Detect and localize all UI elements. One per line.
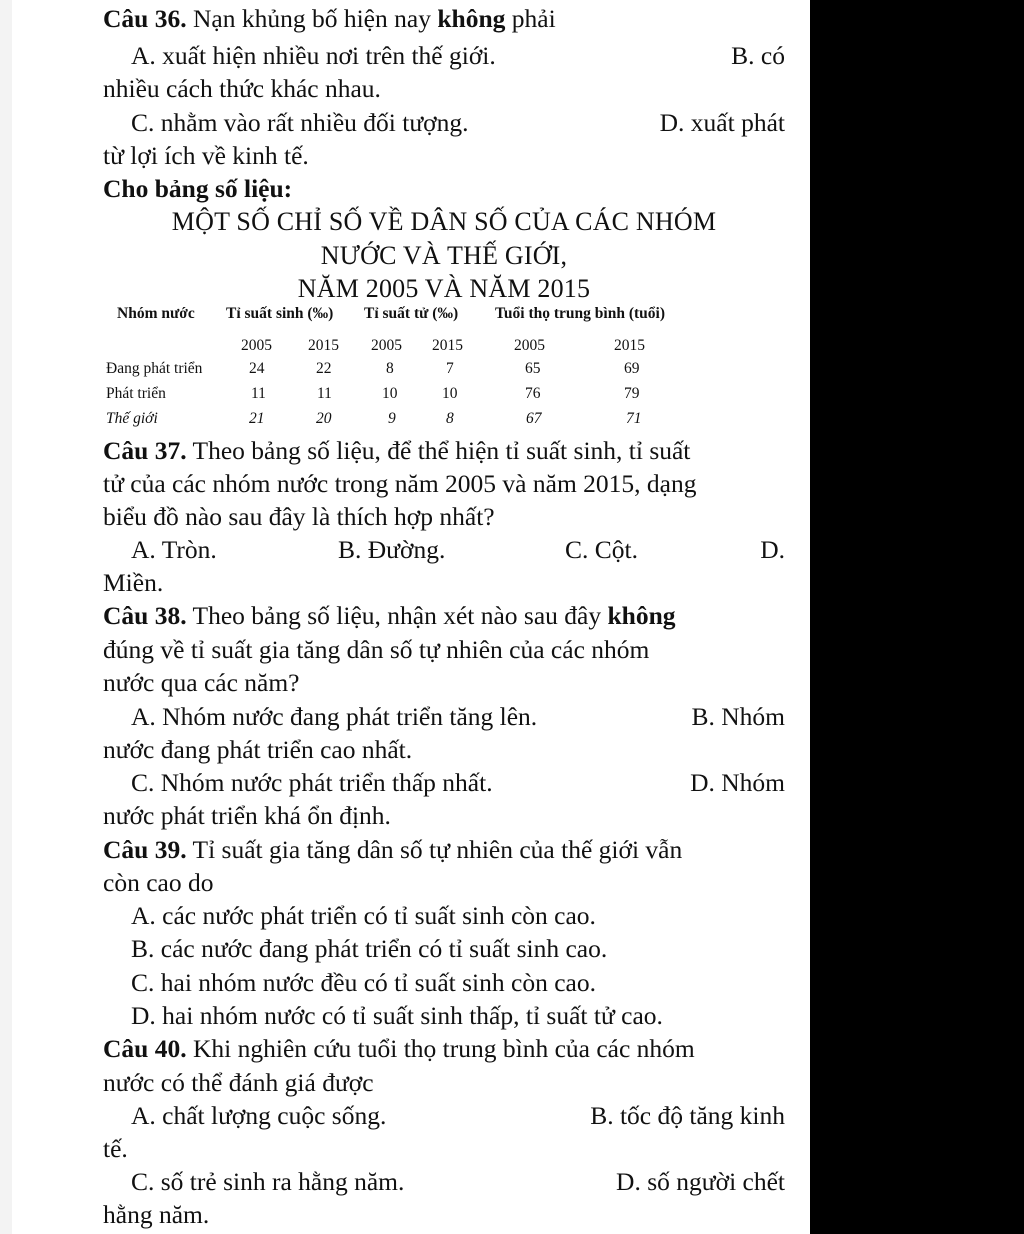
header-death: Tỉ suất tử (‰) bbox=[364, 305, 459, 322]
q37-option-a: A. Tròn. bbox=[131, 535, 217, 564]
q38-row-ab bbox=[131, 702, 785, 732]
q37-number: Câu 37. bbox=[103, 436, 187, 465]
q37-option-d: D. bbox=[760, 535, 785, 564]
q40-option-c: C. số trẻ sinh ra hằng năm. bbox=[131, 1167, 405, 1196]
table-cell: 76 bbox=[525, 385, 541, 402]
q38-stem-line3: nước qua các năm? bbox=[103, 668, 300, 697]
q38-option-a: A. Nhóm nước đang phát triển tăng lên. bbox=[131, 702, 538, 731]
year-cell: 2015 bbox=[432, 337, 463, 354]
q36-option-b-cont: nhiều cách thức khác nhau. bbox=[103, 74, 381, 103]
q37-options-row bbox=[131, 535, 785, 565]
table-cell: 22 bbox=[316, 360, 332, 377]
q36-option-d: D. xuất phát bbox=[659, 108, 785, 137]
table-cell: 24 bbox=[249, 360, 265, 377]
table-cell: 11 bbox=[251, 385, 266, 402]
q38-option-b: B. Nhóm bbox=[691, 702, 785, 731]
table-cell: 8 bbox=[386, 360, 394, 377]
q36-option-a: A. xuất hiện nhiều nơi trên thế giới. bbox=[131, 41, 496, 70]
table-cell: 8 bbox=[446, 410, 454, 427]
table-year-row bbox=[103, 337, 785, 359]
q38-option-c: C. Nhóm nước phát triển thấp nhất. bbox=[131, 768, 493, 797]
q38-option-b-cont: nước đang phát triển cao nhất. bbox=[103, 735, 413, 764]
table-row bbox=[103, 360, 785, 382]
table-cell: 20 bbox=[316, 410, 332, 427]
q40-option-a: A. chất lượng cuộc sống. bbox=[131, 1101, 387, 1130]
year-cell: 2005 bbox=[514, 337, 545, 354]
table-cell: 69 bbox=[624, 360, 640, 377]
q37-stem-line1: Câu 37. Theo bảng số liệu, để thể hiện tỉ suất sinh, tỉ suất bbox=[103, 436, 691, 465]
table-title-line2: NƯỚC VÀ THẾ GIỚI, bbox=[320, 241, 568, 270]
q40-option-d: D. số người chết bbox=[616, 1167, 785, 1196]
header-life: Tuổi thọ trung bình (tuổi) bbox=[495, 305, 665, 322]
q36-option-b: B. có bbox=[731, 41, 785, 70]
row-label: Phát triển bbox=[106, 385, 166, 402]
table-cell: 65 bbox=[525, 360, 541, 377]
table-cell: 21 bbox=[249, 410, 265, 427]
table-cell: 71 bbox=[626, 410, 642, 427]
table-cell: 9 bbox=[388, 410, 396, 427]
table-row bbox=[103, 410, 785, 432]
q37-option-d-cont: Miền. bbox=[103, 568, 164, 597]
table-cell: 10 bbox=[442, 385, 458, 402]
table-row bbox=[103, 385, 785, 407]
document-page bbox=[103, 0, 785, 1234]
q37-option-b: B. Đường. bbox=[338, 535, 446, 564]
row-label: Thế giới bbox=[106, 410, 158, 427]
q39-option-b: B. các nước đang phát triển có tỉ suất sinh cao. bbox=[131, 934, 608, 963]
q39-option-d: D. hai nhóm nước có tỉ suất sinh thấp, tỉ suất tử cao. bbox=[131, 1001, 663, 1030]
q36-row-cd bbox=[131, 108, 785, 138]
table-cell: 7 bbox=[446, 360, 454, 377]
q38-stem-line1: Câu 38. Theo bảng số liệu, nhận xét nào sau đây không bbox=[103, 601, 676, 630]
q40-row-ab bbox=[131, 1101, 785, 1131]
row-label: Đang phát triển bbox=[106, 360, 203, 377]
q39-number: Câu 39. bbox=[103, 835, 187, 864]
year-cell: 2015 bbox=[614, 337, 645, 354]
q36-stem: Câu 36. Nạn khủng bố hiện nay không phải bbox=[103, 4, 556, 33]
q40-option-d-cont: hằng năm. bbox=[103, 1200, 210, 1229]
q39-stem-line2: còn cao do bbox=[103, 868, 214, 897]
q36-option-d-cont: từ lợi ích về kinh tế. bbox=[103, 141, 309, 170]
q40-number: Câu 40. bbox=[103, 1034, 187, 1063]
table-cell: 11 bbox=[317, 385, 332, 402]
table-intro: Cho bảng số liệu: bbox=[103, 174, 293, 203]
q38-stem-line2: đúng về tỉ suất gia tăng dân số tự nhiên của các nhóm bbox=[103, 635, 650, 664]
q37-stem-line3: biểu đồ nào sau đây là thích hợp nhất? bbox=[103, 502, 495, 531]
q38-option-d-cont: nước phát triển khá ổn định. bbox=[103, 801, 391, 830]
q39-stem-line1: Câu 39. Tỉ suất gia tăng dân số tự nhiên của thế giới vẫn bbox=[103, 835, 683, 864]
table-title-line1: MỘT SỐ CHỈ SỐ VỀ DÂN SỐ CỦA CÁC NHÓM bbox=[171, 207, 717, 236]
q36-row-ab bbox=[131, 41, 785, 71]
table-cell: 79 bbox=[624, 385, 640, 402]
table-header-row bbox=[103, 305, 785, 327]
q37-option-c: C. Cột. bbox=[565, 535, 638, 564]
q40-stem-line2: nước có thể đánh giá được bbox=[103, 1068, 374, 1097]
year-cell: 2005 bbox=[371, 337, 402, 354]
q39-option-a: A. các nước phát triển có tỉ suất sinh còn cao. bbox=[131, 901, 596, 930]
q38-option-d: D. Nhóm bbox=[690, 768, 785, 797]
header-birth: Tỉ suất sinh (‰) bbox=[226, 305, 334, 322]
q40-row-cd bbox=[131, 1167, 785, 1197]
table-title-line3: NĂM 2005 VÀ NĂM 2015 bbox=[297, 274, 591, 303]
table-cell: 67 bbox=[526, 410, 542, 427]
header-group: Nhóm nước bbox=[117, 305, 195, 322]
year-cell: 2015 bbox=[308, 337, 339, 354]
q37-stem-line2: tử của các nhóm nước trong năm 2005 và năm 2015, dạng bbox=[103, 469, 697, 498]
q36-option-c: C. nhằm vào rất nhiều đối tượng. bbox=[131, 108, 469, 137]
left-margin bbox=[0, 0, 12, 1234]
q38-number: Câu 38. bbox=[103, 601, 187, 630]
year-cell: 2005 bbox=[241, 337, 272, 354]
table-cell: 10 bbox=[382, 385, 398, 402]
q39-option-c: C. hai nhóm nước đều có tỉ suất sinh còn cao. bbox=[131, 968, 596, 997]
q40-stem-line1: Câu 40. Khi nghiên cứu tuổi thọ trung bình của các nhóm bbox=[103, 1034, 695, 1063]
q36-number: Câu 36. bbox=[103, 4, 187, 33]
right-black-margin bbox=[810, 0, 1024, 1234]
q40-option-b-cont: tế. bbox=[103, 1134, 128, 1163]
q38-row-cd bbox=[131, 768, 785, 798]
q40-option-b: B. tốc độ tăng kinh bbox=[590, 1101, 785, 1130]
